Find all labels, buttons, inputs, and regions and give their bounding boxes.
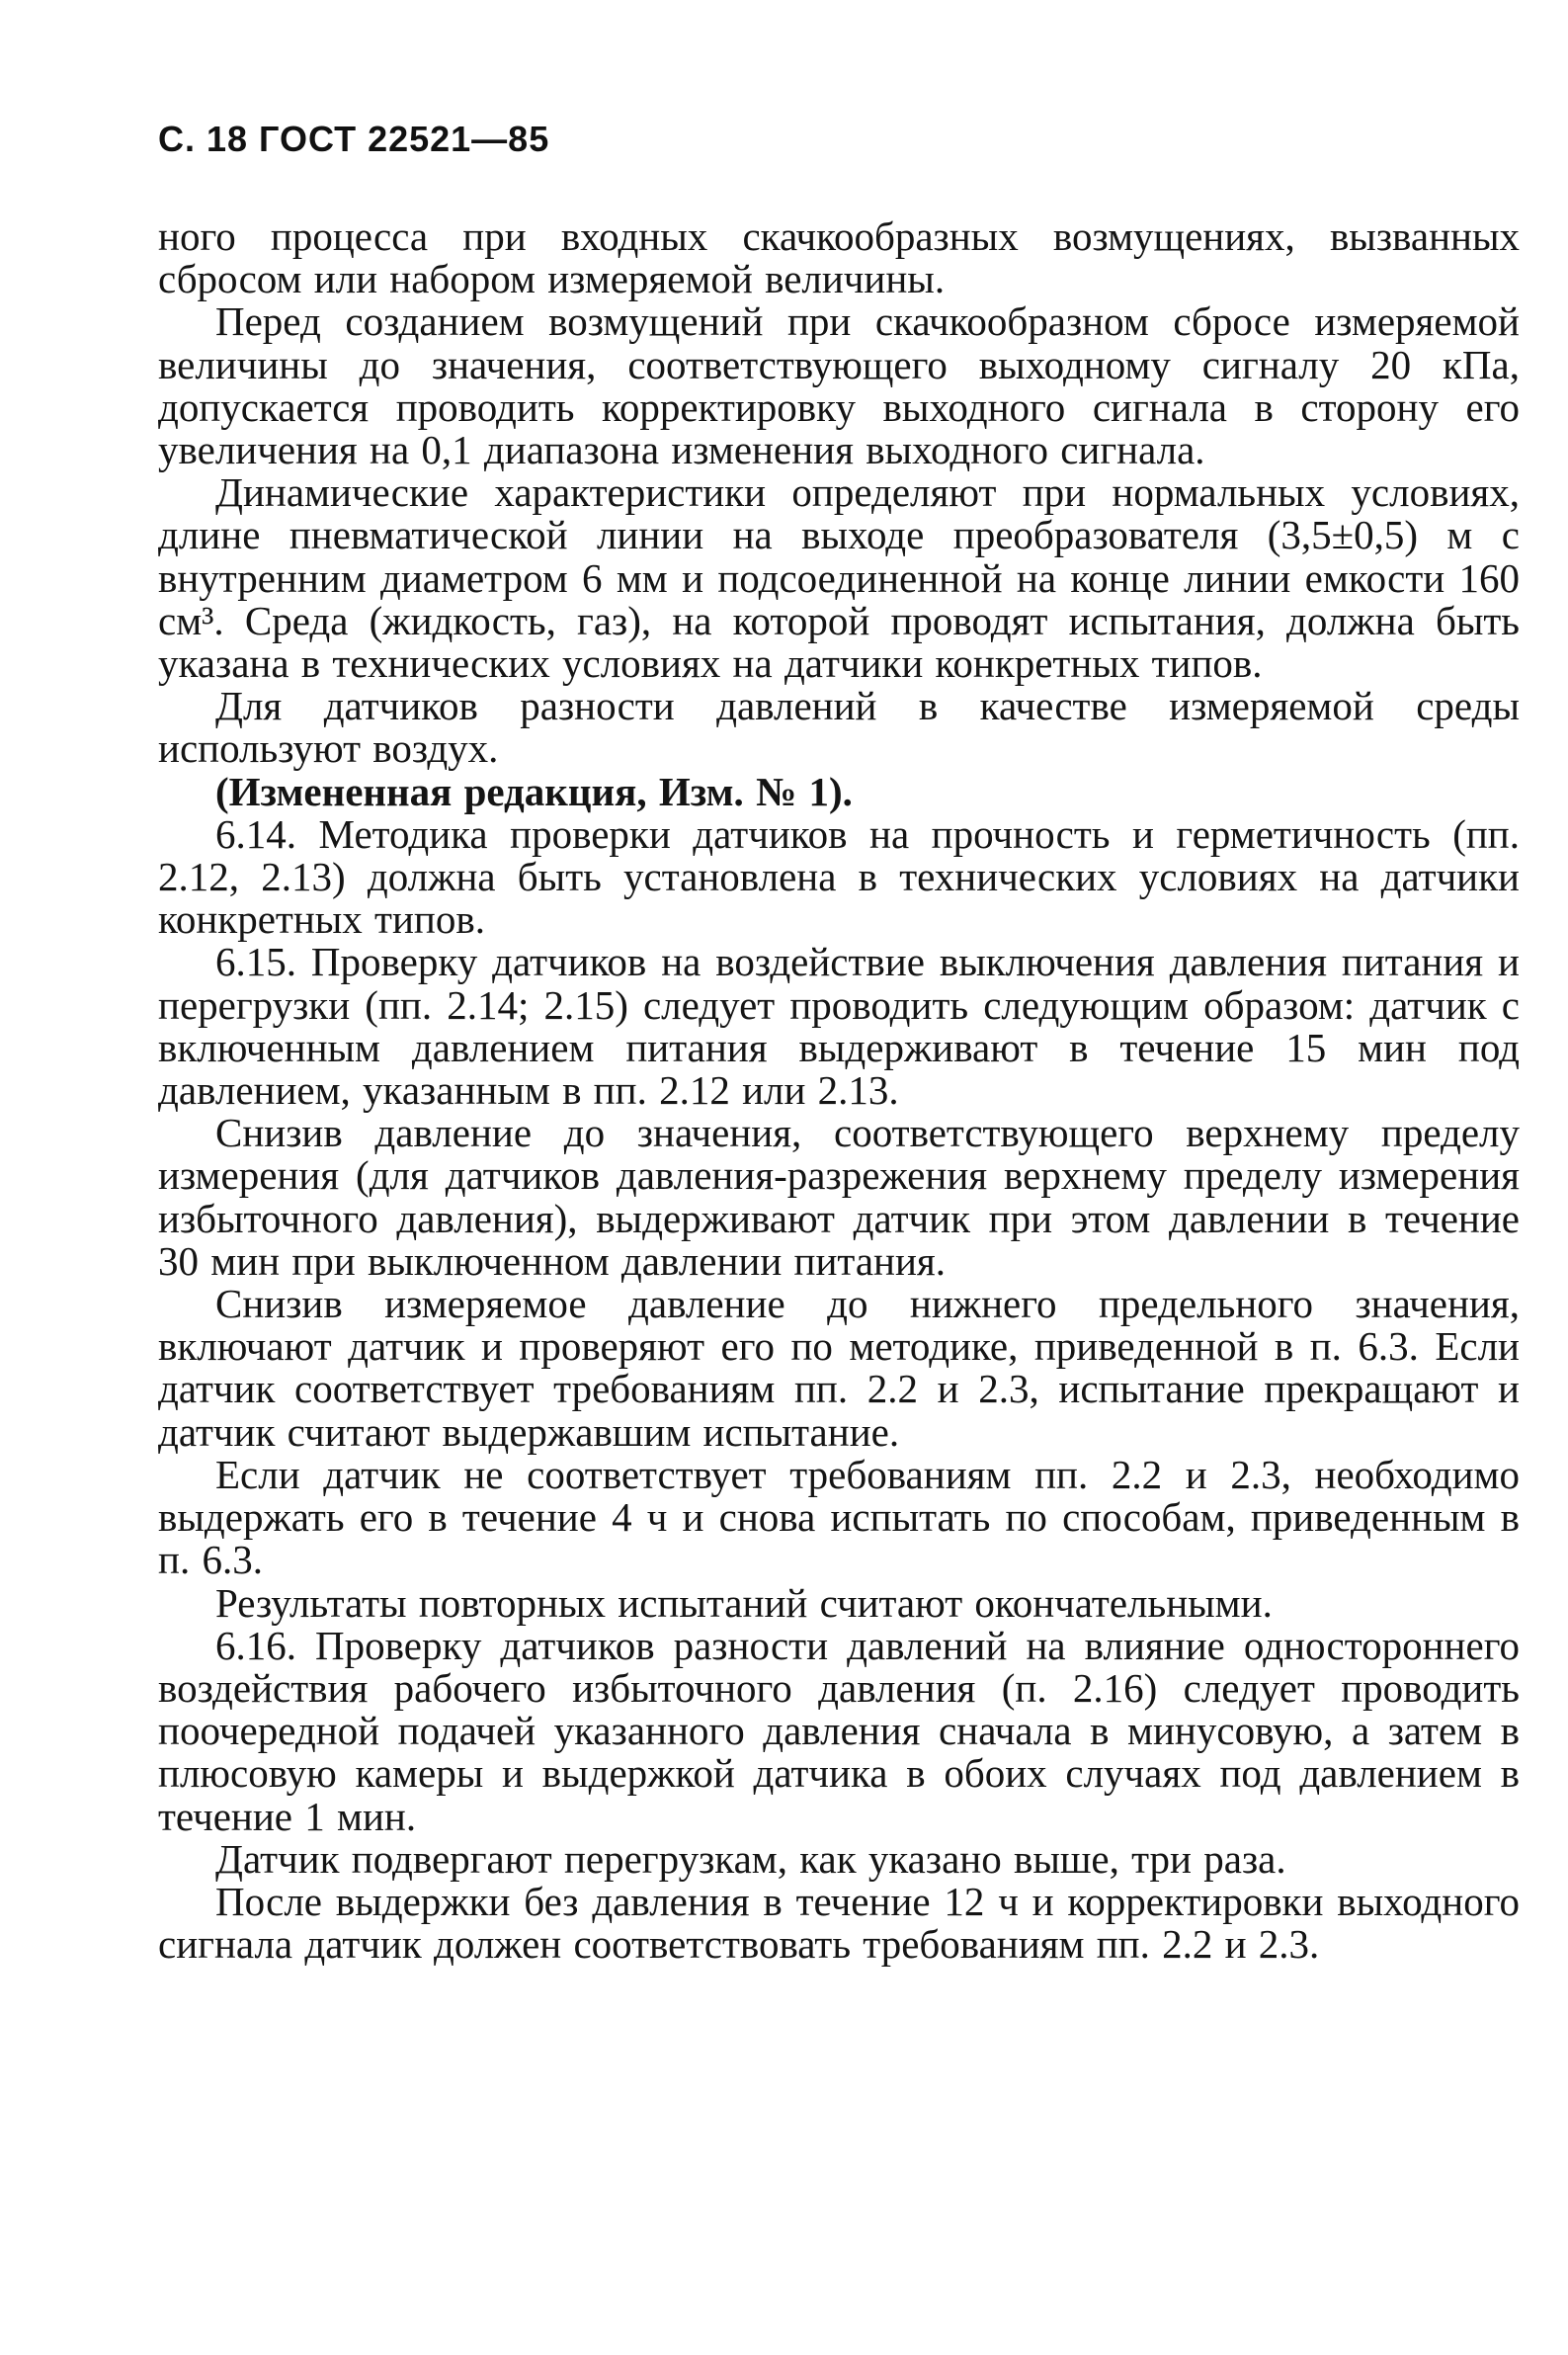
paragraph-p06: 6.14. Методика проверки датчиков на прочность и герметичность (пп. 2.12, 2.13) должна быть установлена в технических условиях на датчики конкретных типов.: [158, 810, 1520, 943]
paragraph-p04: Для датчиков разности давлений в качестве измеряемой среды используют воздух.: [158, 683, 1520, 772]
paragraph-p09: Снизив измеряемое давление до нижнего предельного значения, включают датчик и проверяют его по методике, приведенной в п. 6.3. Если датчик соответствует требованиям пп. 2.2 и 2.3, испытание прекращают и датчик считают выдержавшим испытание.: [158, 1281, 1520, 1455]
paragraph-p14: После выдержки без давления в течение 12 ч и корректировки выходного сигнала датчик должен соответствовать требованиям пп. 2.2 и 2.3.: [158, 1878, 1520, 1968]
paragraph-p12: 6.16. Проверку датчиков разности давлений на влияние одностороннего воздействия рабочего избыточного давления (п. 2.16) следует проводить поочередной подачей указанного давления сначала в минусовую, а затем в плюсовую камеры и выдержкой датчика в обоих случаях под давлением в течение 1 мин.: [158, 1622, 1520, 1839]
paragraph-p10: Если датчик не соответствует требованиям пп. 2.2 и 2.3, необходимо выдержать его в течение 4 ч и снова испытать по способам, приведенным в п. 6.3.: [158, 1451, 1520, 1583]
paragraph-p08: Снизив давление до значения, соответствующего верхнему пределу измерения (для датчиков давления-разрежения верхнему пределу измерения избыточного давления), выдерживают датчик при этом давлении в течение 30 мин при выключенном давлении питания.: [158, 1110, 1520, 1284]
paragraph-p11: Результаты повторных испытаний считают окончательными.: [215, 1579, 1273, 1626]
body-text: [158, 215, 1520, 1966]
paragraph-p01: ного процесса при входных скачкообразных возмущениях, вызванных сбросом или набором измеряемой величины.: [158, 213, 1520, 302]
page-header: С. 18 ГОСТ 22521—85: [158, 119, 550, 159]
paragraph-p03: Динамические характеристики определяют при нормальных условиях, длине пневматической линии на выходе преобразователя (3,5±0,5) м с внутренним диаметром 6 мм и подсоединенной на конце линии емкости 160 см³. Среда (жидкость, газ), на которой проводят испытания, должна быть указана в технических условиях на датчики конкретных типов.: [158, 469, 1520, 687]
paragraph-p02: Перед созданием возмущений при скачкообразном сбросе измеряемой величины до значения, соответствующего выходному сигналу 20 кПа, допускается проводить корректировку выходного сигнала в сторону его увеличения на 0,1 диапазона изменения выходного сигнала.: [158, 298, 1520, 473]
paragraph-p05: (Измененная редакция, Изм. № 1).: [215, 768, 853, 814]
paragraph-p07: 6.15. Проверку датчиков на воздействие выключения давления питания и перегрузки (пп. 2.14; 2.15) следует проводить следующим образом: датчик с включенным давлением питания выдерживают в течение 15 мин под давлением, указанным в пп. 2.12 или 2.13.: [158, 939, 1520, 1114]
paragraph-p13: Датчик подвергают перегрузкам, как указано выше, три раза.: [215, 1835, 1286, 1882]
